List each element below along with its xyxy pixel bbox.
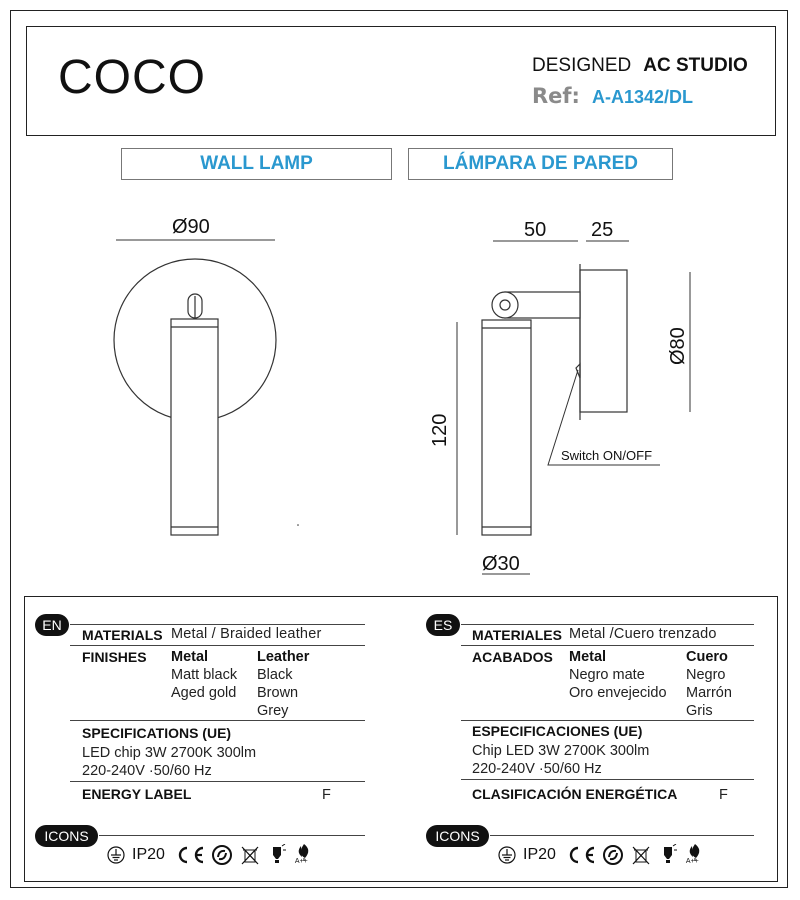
es-energy-value: F	[719, 787, 728, 803]
en-leather-3: Grey	[257, 703, 289, 719]
ref-code: A-A1342/DL	[591, 87, 693, 107]
es-divider-top	[461, 624, 754, 625]
front-view	[114, 259, 276, 535]
es-materials-label: MATERIALES	[472, 627, 562, 643]
tab-icons-en: ICONS	[35, 825, 98, 847]
dim-label-30: Ø30	[482, 553, 520, 575]
es-leather-2: Marrón	[686, 685, 732, 701]
en-col-leather: Leather	[257, 649, 310, 665]
ip-rating: IP20	[523, 846, 556, 863]
es-energy-label: CLASIFICACIÓN ENERGÉTICA	[472, 786, 678, 802]
ce-mark-icon	[173, 845, 207, 865]
ref-label: Ref:	[532, 84, 580, 108]
en-metal-1: Matt black	[171, 667, 238, 683]
tab-icons-es: ICONS	[426, 825, 489, 847]
earth-icon	[497, 845, 517, 865]
en-leather-1: Black	[257, 667, 293, 683]
led-bulb-icon	[658, 844, 678, 866]
en-materials-value: Metal / Braided leather	[171, 626, 322, 642]
es-metal-2: Oro envejecido	[569, 685, 667, 701]
energy-class-badge: A++	[294, 858, 308, 865]
en-leather-2: Brown	[257, 685, 299, 701]
es-spec-1: Chip LED 3W 2700K 300lm	[472, 743, 650, 759]
es-icons-row	[497, 842, 706, 868]
switch-label: Switch ON/OFF	[561, 448, 653, 463]
lamp-tube-side	[482, 320, 531, 535]
es-spec-label: ESPECIFICACIONES (UE)	[472, 723, 643, 739]
label-wall-lamp: WALL LAMP	[121, 148, 392, 180]
en-spec-1: LED chip 3W 2700K 300lm	[82, 745, 257, 761]
wall-plate-side	[580, 270, 627, 412]
energy-class-badge: A++	[685, 858, 699, 865]
designer-name: AC STUDIO	[643, 55, 748, 76]
weee-bin-icon	[630, 844, 652, 866]
recycle-icon	[211, 844, 233, 866]
en-spec-2: 220-240V ·50/60 Hz	[82, 763, 212, 779]
earth-icon	[106, 845, 126, 865]
es-leather-1: Negro	[686, 667, 726, 683]
lamp-tube-front	[171, 319, 218, 535]
led-bulb-icon	[267, 844, 287, 866]
es-spec-2: 220-240V ·50/60 Hz	[472, 761, 602, 777]
tab-en: EN	[35, 614, 69, 636]
dim-label-50: 50	[524, 219, 547, 241]
ce-mark-icon	[564, 845, 598, 865]
side-view	[482, 264, 627, 535]
en-spec-label: SPECIFICATIONS (UE)	[82, 725, 232, 741]
energy-leaf-icon	[293, 842, 315, 868]
product-title: COCO	[58, 51, 206, 104]
es-metal-1: Negro mate	[569, 667, 645, 683]
arm-joint	[492, 292, 518, 318]
energy-leaf-icon	[684, 842, 706, 868]
es-col-leather: Cuero	[686, 649, 728, 665]
en-divider-3	[70, 720, 365, 721]
es-leather-3: Gris	[686, 703, 713, 719]
dim-label-25: 25	[591, 219, 614, 241]
weee-bin-icon	[239, 844, 261, 866]
en-energy-label: ENERGY LABEL	[82, 786, 192, 802]
es-materials-value: Metal /Cuero trenzado	[569, 626, 717, 642]
es-divider-2	[461, 645, 754, 646]
label-lampara-de-pared: LÁMPARA DE PARED	[408, 148, 673, 180]
dim-label-90: Ø90	[172, 216, 210, 238]
en-divider-4	[70, 781, 365, 782]
es-divider-4	[461, 779, 754, 780]
en-divider-2	[70, 645, 365, 646]
en-metal-2: Aged gold	[171, 685, 237, 701]
en-divider-top	[70, 624, 365, 625]
es-icons-divider	[490, 835, 754, 836]
tab-es: ES	[426, 614, 460, 636]
designed-label: DESIGNED	[532, 55, 632, 76]
recycle-icon	[602, 844, 624, 866]
en-icons-divider	[99, 835, 365, 836]
en-energy-value: F	[322, 787, 331, 803]
es-divider-3	[461, 720, 754, 721]
en-materials-label: MATERIALS	[82, 627, 163, 643]
ip-rating: IP20	[132, 846, 165, 863]
en-finishes-label: FINISHES	[82, 649, 147, 665]
en-col-metal: Metal	[171, 649, 209, 665]
es-finishes-label: ACABADOS	[472, 649, 553, 665]
dim-label-80: Ø80	[667, 327, 689, 365]
en-icons-row	[106, 842, 315, 868]
dim-label-120: 120	[429, 413, 451, 447]
es-col-metal: Metal	[569, 649, 607, 665]
